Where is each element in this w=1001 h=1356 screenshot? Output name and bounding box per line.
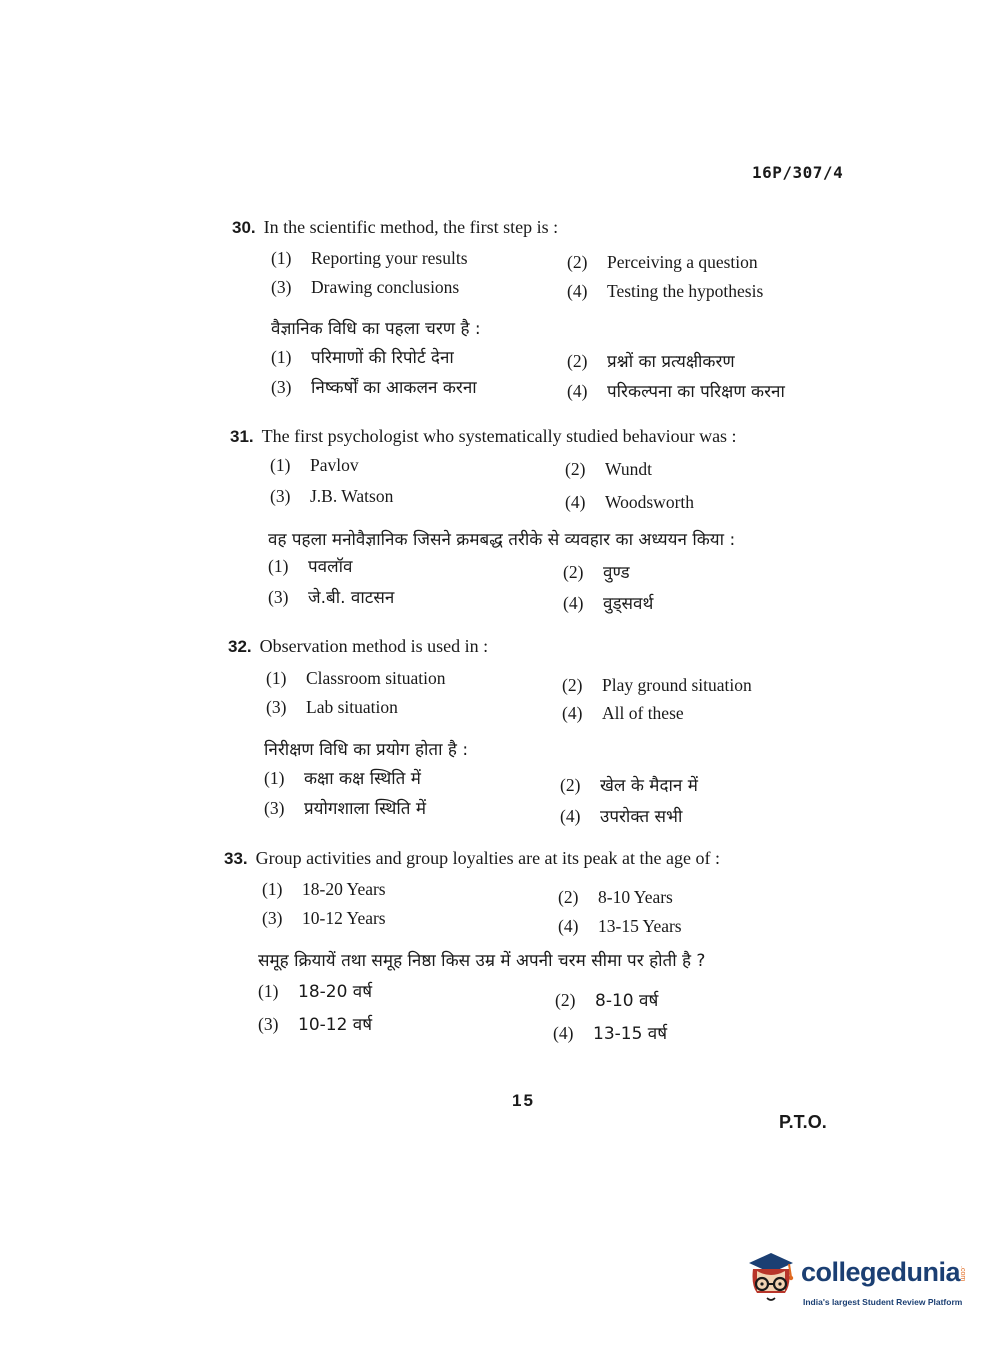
option-3: (3) 10-12 Years xyxy=(262,908,386,928)
option-2: (2) 8-10 Years xyxy=(558,887,673,907)
paper-code: 16P/307/4 xyxy=(752,163,844,182)
question-number: 32. xyxy=(228,637,252,656)
option-4: (4) All of these xyxy=(562,703,684,723)
option-4: (4) Woodsworth xyxy=(565,492,695,512)
question-number: 30. xyxy=(232,218,256,237)
hindi-option-3: (3) जे.बी. वाटसन xyxy=(268,587,395,608)
mascot-icon xyxy=(745,1251,797,1313)
collegedunia-logo[interactable] xyxy=(745,1251,970,1317)
question-31 xyxy=(230,426,737,447)
option-1: (1) Pavlov xyxy=(270,455,359,475)
option-1: (1) 18-20 Years xyxy=(262,879,386,899)
hindi-question-text: समूह क्रियायें तथा समूह निष्ठा किस उम्र में अपनी चरम सीमा पर होती है ? xyxy=(258,951,706,971)
option-2: (2) Wundt xyxy=(565,459,652,479)
hindi-option-3: (3) 10-12 वर्ष xyxy=(258,1014,373,1035)
hindi-option-3: (3) प्रयोगशाला स्थिति में xyxy=(264,798,427,819)
hindi-option-2: (2) 8-10 वर्ष xyxy=(555,990,659,1011)
hindi-option-1: (1) परिमाणों की रिपोर्ट देना xyxy=(271,347,454,368)
hindi-question-text: वैज्ञानिक विधि का पहला चरण है : xyxy=(271,319,481,339)
question-number: 33. xyxy=(224,849,248,868)
question-text: In the scientific method, the first step is : xyxy=(263,217,559,237)
hindi-question-text: निरीक्षण विधि का प्रयोग होता है : xyxy=(264,740,469,760)
option-2: (2) Perceiving a question xyxy=(567,252,758,272)
option-4: (4) Testing the hypothesis xyxy=(567,281,764,301)
option-1: (1) Reporting your results xyxy=(271,248,468,268)
question-text: The first psychologist who systematically studied behaviour was : xyxy=(261,426,737,446)
pto-label: P.T.O. xyxy=(779,1112,827,1132)
logo-wordmark: collegedunia xyxy=(801,1257,961,1287)
hindi-option-1: (1) पवलॉव xyxy=(268,556,353,577)
logo-domain: .com xyxy=(959,1266,966,1282)
option-1: (1) Classroom situation xyxy=(266,668,446,688)
hindi-option-4: (4) उपरोक्त सभी xyxy=(560,806,683,827)
hindi-option-4: (4) परिकल्पना का परिक्षण करना xyxy=(567,381,785,402)
question-text: Observation method is used in : xyxy=(259,636,489,656)
page-number: 15 xyxy=(512,1091,535,1110)
hindi-option-1: (1) 18-20 वर्ष xyxy=(258,981,373,1002)
hindi-option-1: (1) कक्षा कक्ष स्थिति में xyxy=(264,768,421,789)
hindi-option-3: (3) निष्कर्षों का आकलन करना xyxy=(271,377,477,398)
option-3: (3) Lab situation xyxy=(266,697,398,717)
question-30 xyxy=(232,217,558,238)
hindi-option-2: (2) वुण्ड xyxy=(563,562,630,583)
question-32 xyxy=(228,636,488,657)
option-2: (2) Play ground situation xyxy=(562,675,752,695)
option-3: (3) Drawing conclusions xyxy=(271,277,460,297)
hindi-option-4: (4) 13-15 वर्ष xyxy=(553,1023,668,1044)
hindi-question-text: वह पहला मनोवैज्ञानिक जिसने क्रमबद्ध तरीके से व्यवहार का अध्ययन किया : xyxy=(268,530,736,550)
question-text: Group activities and group loyalties are at its peak at the age of : xyxy=(255,848,720,868)
logo-tagline: India's largest Student Review Platform xyxy=(803,1297,963,1307)
hindi-option-4: (4) वुड्सवर्थ xyxy=(563,593,654,614)
question-number: 31. xyxy=(230,427,254,446)
question-33 xyxy=(224,848,720,869)
option-4: (4) 13-15 Years xyxy=(558,916,682,936)
hindi-option-2: (2) प्रश्नों का प्रत्यक्षीकरण xyxy=(567,351,735,372)
hindi-option-2: (2) खेल के मैदान में xyxy=(560,775,698,796)
option-3: (3) J.B. Watson xyxy=(270,486,394,506)
